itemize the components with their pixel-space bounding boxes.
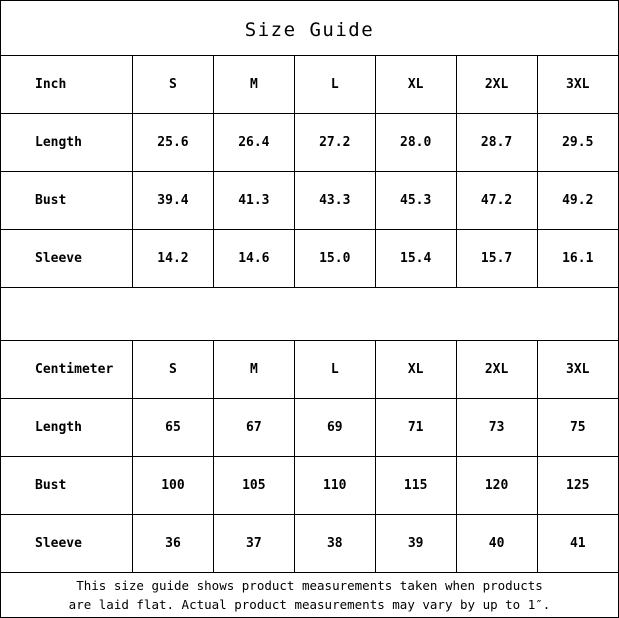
cell-bust-l: 43.3 — [294, 172, 375, 230]
row-label-sleeve: Sleeve — [1, 230, 133, 288]
cell-length-l: 27.2 — [294, 114, 375, 172]
cell-bust-2xl: 47.2 — [456, 172, 537, 230]
footer-line-2: are laid flat. Actual product measurements may vary by up to 1″. — [68, 597, 551, 612]
cell-bust-l: 110 — [294, 457, 375, 515]
table-row — [1, 399, 618, 457]
size-header-xl: XL — [375, 341, 456, 399]
cell-sleeve-2xl: 15.7 — [456, 230, 537, 288]
table-row — [1, 114, 618, 172]
cell-bust-xl: 45.3 — [375, 172, 456, 230]
unit-label-centimeter: Centimeter — [1, 341, 133, 399]
size-header-3xl: 3XL — [537, 341, 618, 399]
table-row — [1, 172, 618, 230]
cell-sleeve-l: 15.0 — [294, 230, 375, 288]
cell-length-2xl: 28.7 — [456, 114, 537, 172]
table-header-row — [1, 341, 618, 399]
cell-bust-s: 100 — [133, 457, 214, 515]
cell-length-3xl: 29.5 — [537, 114, 618, 172]
size-header-m: M — [213, 56, 294, 114]
cell-length-3xl: 75 — [537, 399, 618, 457]
row-label-sleeve: Sleeve — [1, 515, 133, 573]
footer-note — [1, 573, 618, 617]
cell-length-l: 69 — [294, 399, 375, 457]
size-header-s: S — [133, 56, 214, 114]
cell-length-s: 25.6 — [133, 114, 214, 172]
row-label-bust: Bust — [1, 457, 133, 515]
cell-sleeve-xl: 39 — [375, 515, 456, 573]
size-header-2xl: 2XL — [456, 56, 537, 114]
table-row — [1, 457, 618, 515]
size-table-centimeter — [1, 340, 618, 573]
cell-length-xl: 28.0 — [375, 114, 456, 172]
cell-sleeve-s: 14.2 — [133, 230, 214, 288]
size-header-m: M — [213, 341, 294, 399]
cell-sleeve-s: 36 — [133, 515, 214, 573]
cell-length-m: 26.4 — [213, 114, 294, 172]
table-row — [1, 230, 618, 288]
footer-line-1: This size guide shows product measurements taken when products — [76, 577, 543, 593]
cell-length-2xl: 73 — [456, 399, 537, 457]
size-header-xl: XL — [375, 56, 456, 114]
table-row — [1, 515, 618, 573]
cell-length-xl: 71 — [375, 399, 456, 457]
cell-bust-m: 105 — [213, 457, 294, 515]
cell-sleeve-3xl: 16.1 — [537, 230, 618, 288]
cell-bust-m: 41.3 — [213, 172, 294, 230]
table-header-row — [1, 56, 618, 114]
cell-length-s: 65 — [133, 399, 214, 457]
cell-sleeve-m: 14.6 — [213, 230, 294, 288]
unit-label-inch: Inch — [1, 56, 133, 114]
row-label-length: Length — [1, 114, 133, 172]
size-header-2xl: 2XL — [456, 341, 537, 399]
size-header-3xl: 3XL — [537, 56, 618, 114]
cell-sleeve-xl: 15.4 — [375, 230, 456, 288]
table-gap-divider — [1, 288, 618, 340]
cell-sleeve-2xl: 40 — [456, 515, 537, 573]
size-table-inch — [1, 55, 618, 288]
cell-length-m: 67 — [213, 399, 294, 457]
cell-bust-2xl: 120 — [456, 457, 537, 515]
cell-sleeve-l: 38 — [294, 515, 375, 573]
row-label-bust: Bust — [1, 172, 133, 230]
size-header-s: S — [133, 341, 214, 399]
cell-bust-s: 39.4 — [133, 172, 214, 230]
cell-sleeve-3xl: 41 — [537, 515, 618, 573]
row-label-length: Length — [1, 399, 133, 457]
cell-bust-xl: 115 — [375, 457, 456, 515]
page-title: Size Guide — [244, 19, 375, 41]
cell-sleeve-m: 37 — [213, 515, 294, 573]
cell-bust-3xl: 49.2 — [537, 172, 618, 230]
size-header-l: L — [294, 56, 375, 114]
size-header-l: L — [294, 341, 375, 399]
cell-bust-3xl: 125 — [537, 457, 618, 515]
